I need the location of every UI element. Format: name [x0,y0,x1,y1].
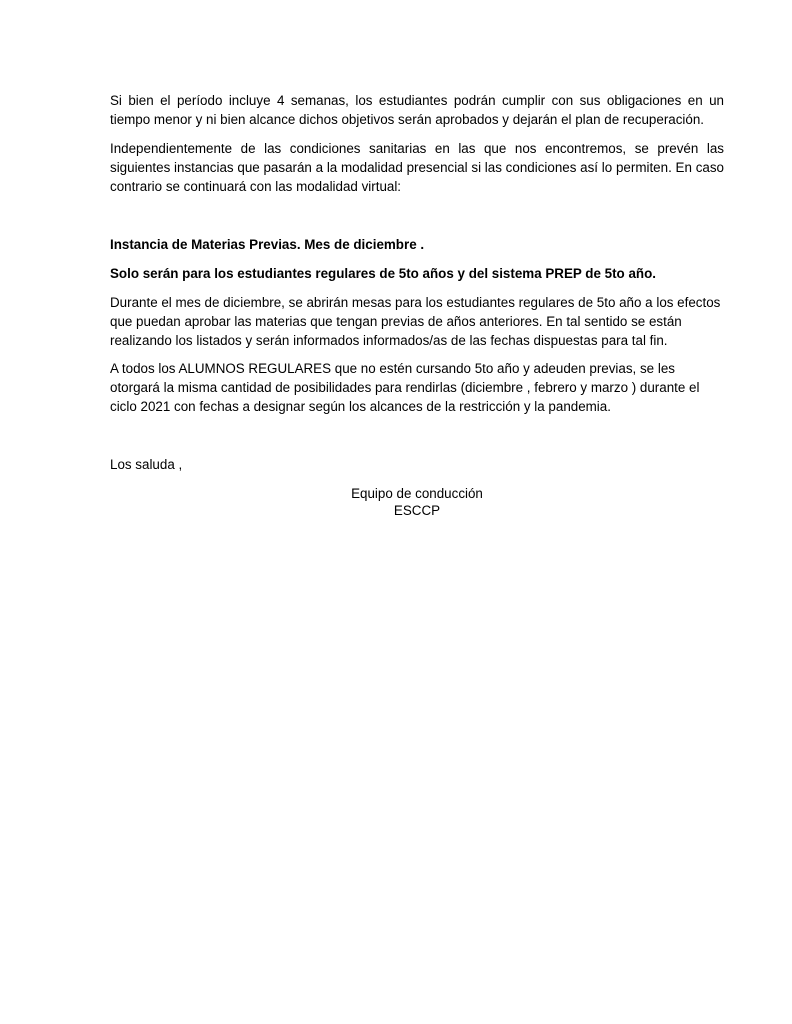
heading-previous-subjects: Instancia de Materias Previas. Mes de diciembre . [110,237,425,252]
paragraph-december-exams: Durante el mes de diciembre, se abrirán mesas para los estudiantes regulares de 5to año a los efectos que puedan aprobar las materias que tengan previas de años anteriores. En tal sentido se están realizando los listados y serán informados informados/as de las fechas dispuestas para tal fin. [110,295,721,348]
signature-institution: ESCCP [393,503,441,518]
paragraph-sanitary-conditions: Independientemente de las condiciones sanitarias en las que nos encontremos, se prevén las siguientes instancias que pasarán a la modalidad presencial si las condiciones así lo permiten. En caso contrario se continuará con las modalidad virtual: [110,141,724,194]
heading-eligible-students: Solo serán para los estudiantes regulares de 5to años y del sistema PREP de 5to año. [110,266,656,281]
paragraph-regular-students: A todos los ALUMNOS REGULARES que no estén cursando 5to año y adeuden previas, se les otorgará la misma cantidad de posibilidades para rendirlas (diciembre , febrero y marzo ) durante el ciclo 2021 con fechas a designar según los alcances de la restricción y la pandemia. [110,361,700,414]
signature-team: Equipo de conducción [351,486,483,501]
greeting: Los saluda , [110,457,183,472]
paragraph-recovery-period: Si bien el período incluye 4 semanas, los estudiantes podrán cumplir con sus obligaciones en un tiempo menor y ni bien alcance dichos objetivos serán aprobados y dejarán el plan de recuperación. [110,93,724,127]
